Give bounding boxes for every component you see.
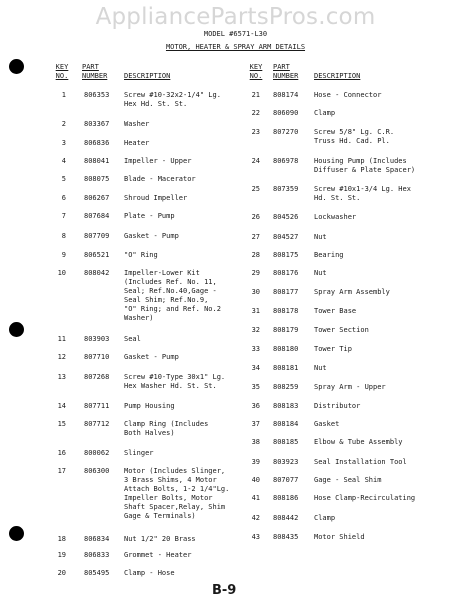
part-number: 808041: [84, 157, 110, 165]
key-number: 18: [57, 535, 66, 543]
part-description: Nut: [314, 364, 327, 372]
part-description: Screw #10-32x2-1/4" Lg. Hex Hd. St. St.: [124, 91, 221, 108]
part-description: Clamp: [314, 514, 336, 522]
part-description: Plate - Pump: [124, 212, 175, 220]
key-number: 2: [61, 120, 66, 128]
part-number: 804527: [273, 233, 299, 241]
part-description: Tower Tip: [314, 345, 352, 353]
part-description: Tower Base: [314, 307, 357, 315]
key-number: 10: [57, 269, 66, 277]
part-description: Distributor: [314, 402, 361, 410]
page-number: B-9: [212, 583, 237, 598]
part-number: 807359: [273, 185, 299, 193]
part-number: 808178: [273, 307, 299, 315]
part-number: 808174: [273, 91, 299, 99]
part-description: Impeller - Upper: [124, 157, 192, 165]
part-number: 808179: [273, 326, 299, 334]
key-number: 19: [57, 551, 66, 559]
watermark: AppliancePartsPros.com: [95, 4, 376, 30]
part-number: 808181: [273, 364, 299, 372]
part-number: 806300: [84, 467, 110, 475]
key-number: 37: [251, 420, 260, 428]
key-number: 24: [251, 157, 260, 165]
part-number: 808185: [273, 438, 299, 446]
part-description: Clamp - Hose: [124, 569, 175, 577]
part-number: 807270: [273, 128, 299, 136]
part-number: 807709: [84, 232, 110, 240]
key-number: 31: [251, 307, 260, 315]
part-number: 806090: [273, 109, 299, 117]
key-number: 32: [251, 326, 260, 334]
part-number: 803367: [84, 120, 110, 128]
part-description: Housing Pump (Includes Diffuser & Plate Spacer): [314, 157, 416, 174]
key-number: 6: [61, 194, 66, 202]
part-number: 808183: [273, 402, 299, 410]
part-description: Shroud Impeller: [124, 194, 188, 202]
key-number: 1: [61, 91, 66, 99]
part-description: Screw #10x1-3/4 Lg. Hex Hd. St. St.: [314, 185, 411, 202]
part-number: 807684: [84, 212, 110, 220]
part-description: Pump Housing: [124, 402, 175, 410]
key-number: 13: [57, 373, 66, 381]
part-number: 808184: [273, 420, 299, 428]
part-number: 808042: [84, 269, 110, 277]
part-description: Nut: [314, 233, 327, 241]
key-number: 43: [251, 533, 260, 541]
part-description: Impeller-Lower Kit (Includes Ref. No. 11, Seal; Ref.No.40,Gage - Seal Shim; Ref.No.9, "O" Ring; and Ref. No.2 Washer): [124, 269, 221, 322]
part-number: 808180: [273, 345, 299, 353]
part-description: Clamp: [314, 109, 336, 117]
part-number: 805495: [84, 569, 110, 577]
key-number: 23: [251, 128, 260, 136]
key-number: 11: [57, 335, 66, 343]
key-number: 41: [251, 494, 260, 502]
part-description: Slinger: [124, 449, 154, 457]
part-description: Spray Arm Assembly: [314, 288, 390, 296]
key-number: 21: [251, 91, 260, 99]
part-number: 803903: [84, 335, 110, 343]
part-number: 808176: [273, 269, 299, 277]
part-number: 806978: [273, 157, 299, 165]
part-number-header: PART NUMBER: [273, 63, 299, 80]
part-number: 806353: [84, 91, 110, 99]
part-number: 807710: [84, 353, 110, 361]
binder-hole-top: [9, 59, 24, 74]
part-description: Gage - Seal Shim: [314, 476, 382, 484]
key-number: 27: [251, 233, 260, 241]
key-number: 5: [61, 175, 66, 183]
part-description: Blade - Macerator: [124, 175, 196, 183]
part-description: Gasket - Pump: [124, 232, 179, 240]
key-number: 34: [251, 364, 260, 372]
part-description: Screw #10-Type 30x1" Lg. Hex Washer Hd. St. St.: [124, 373, 226, 390]
key-number: 35: [251, 383, 260, 391]
part-description: Washer: [124, 120, 150, 128]
part-description: Elbow & Tube Assembly: [314, 438, 403, 446]
part-description: Seal: [124, 335, 141, 343]
key-number: 36: [251, 402, 260, 410]
part-description: Motor Shield: [314, 533, 365, 541]
part-number: 808259: [273, 383, 299, 391]
key-number: 39: [251, 458, 260, 466]
part-description: Hose - Connector: [314, 91, 382, 99]
key-number: 25: [251, 185, 260, 193]
part-description: Motor (Includes Slinger, 3 Brass Shims, 4 Motor Attach Bolts, 1-2 1/4"Lg. Impeller Bolts, Motor Shaft Spacer,Relay, Shim Gage & Terminals): [124, 467, 230, 520]
part-description: Nut: [314, 269, 327, 277]
part-description: Screw 5/8" Lg. C.R. Truss Hd. Cad. Pl.: [314, 128, 395, 145]
part-number: 808075: [84, 175, 110, 183]
model-line: MODEL #6571-L30: [203, 30, 268, 38]
key-number: 22: [251, 109, 260, 117]
part-number: 800062: [84, 449, 110, 457]
part-number: 808177: [273, 288, 299, 296]
part-number: 804526: [273, 213, 299, 221]
page-title: MOTOR, HEATER & SPRAY ARM DETAILS: [165, 43, 306, 51]
key-number: 8: [61, 232, 66, 240]
key-number: 42: [251, 514, 260, 522]
part-description: Gasket: [314, 420, 340, 428]
part-number: 806836: [84, 139, 110, 147]
key-number: 40: [251, 476, 260, 484]
description-header: DESCRIPTION: [314, 72, 361, 80]
key-number: 30: [251, 288, 260, 296]
key-number: 7: [61, 212, 66, 220]
part-number: 806833: [84, 551, 110, 559]
part-number: 806521: [84, 251, 110, 259]
key-number: 28: [251, 251, 260, 259]
part-description: Gasket - Pump: [124, 353, 179, 361]
part-number: 808442: [273, 514, 299, 522]
key-number: 20: [57, 569, 66, 577]
key-number: 15: [57, 420, 66, 428]
part-description: Hose Clamp-Recirculating: [314, 494, 416, 502]
part-description: Heater: [124, 139, 150, 147]
key-no-header: KEY NO.: [249, 63, 263, 80]
key-number: 29: [251, 269, 260, 277]
key-number: 17: [57, 467, 66, 475]
part-description: Spray Arm - Upper: [314, 383, 386, 391]
key-no-header: KEY NO.: [55, 63, 69, 80]
key-number: 12: [57, 353, 66, 361]
part-description: Lockwasher: [314, 213, 357, 221]
key-number: 33: [251, 345, 260, 353]
part-description: Clamp Ring (Includes Both Halves): [124, 420, 209, 437]
key-number: 14: [57, 402, 66, 410]
part-number: 806834: [84, 535, 110, 543]
part-description: Nut 1/2" 20 Brass: [124, 535, 196, 543]
part-number: 808435: [273, 533, 299, 541]
key-number: 26: [251, 213, 260, 221]
part-number-header: PART NUMBER: [82, 63, 108, 80]
part-number: 803923: [273, 458, 299, 466]
binder-hole-middle: [9, 322, 24, 337]
part-number: 807711: [84, 402, 110, 410]
part-description: "O" Ring: [124, 251, 158, 259]
part-number: 807077: [273, 476, 299, 484]
key-number: 9: [61, 251, 66, 259]
part-number: 808175: [273, 251, 299, 259]
description-header: DESCRIPTION: [124, 72, 171, 80]
part-description: Grommet - Heater: [124, 551, 192, 559]
part-description: Bearing: [314, 251, 344, 259]
part-description: Tower Section: [314, 326, 369, 334]
part-description: Seal Installation Tool: [314, 458, 407, 466]
part-number: 808186: [273, 494, 299, 502]
part-number: 806267: [84, 194, 110, 202]
key-number: 4: [61, 157, 66, 165]
part-number: 807712: [84, 420, 110, 428]
part-number: 807268: [84, 373, 110, 381]
key-number: 38: [251, 438, 260, 446]
binder-hole-bottom: [9, 526, 24, 541]
key-number: 3: [61, 139, 66, 147]
key-number: 16: [57, 449, 66, 457]
